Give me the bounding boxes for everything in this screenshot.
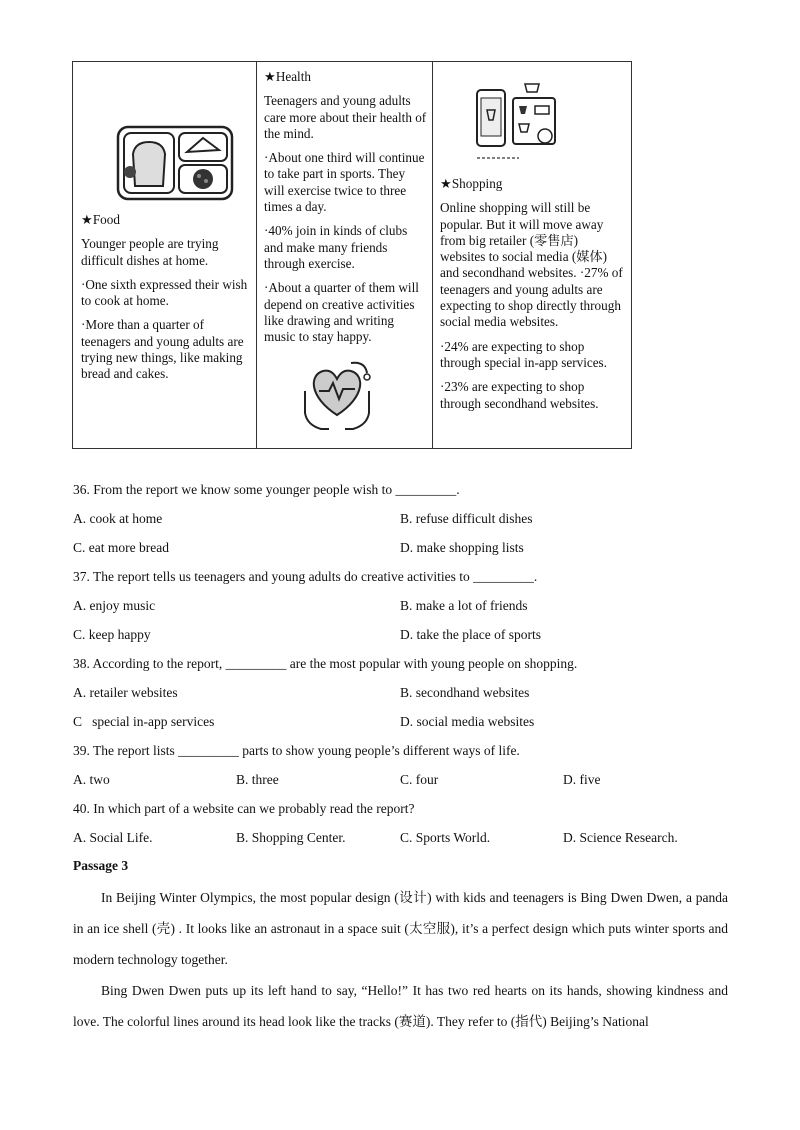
health-heading: ★Health bbox=[264, 69, 311, 84]
food-column bbox=[81, 212, 249, 391]
paragraph-text: Bing Dwen Dwen puts up its left hand to say, “Hello!” It has two red hearts on its hands, showing kindness and love. The colorful lines around its head look like the tracks (赛道). They refer to (指代) Beijing’s National bbox=[73, 983, 728, 1029]
option[interactable]: B. Shopping Center. bbox=[236, 830, 346, 845]
heart-hands-icon bbox=[299, 355, 375, 433]
option[interactable]: A. Social Life. bbox=[73, 830, 153, 845]
option[interactable]: A. retailer websites bbox=[73, 685, 178, 700]
option[interactable]: D. take the place of sports bbox=[400, 627, 541, 642]
question-39: 39. The report lists _________ parts to show young people’s different ways of life. bbox=[73, 743, 520, 758]
passage-title: Passage 3 bbox=[73, 858, 129, 873]
option[interactable]: C special in-app services bbox=[73, 714, 215, 729]
health-column bbox=[264, 69, 428, 353]
column-divider bbox=[256, 62, 257, 448]
option[interactable]: C. eat more bread bbox=[73, 540, 169, 555]
shopping-line: Online shopping will still be popular. But it will move away from big retailer (零售店) websites to social media (媒体) and secondhand websites. ·27% of teenagers and young adults are expecting to shop directly through social media websites. bbox=[440, 200, 623, 330]
option[interactable]: A. two bbox=[73, 772, 110, 787]
food-heading: ★Food bbox=[81, 212, 120, 227]
option[interactable]: A. cook at home bbox=[73, 511, 163, 526]
online-shopping-icon bbox=[469, 80, 565, 164]
column-divider bbox=[432, 62, 433, 448]
option[interactable]: B. secondhand websites bbox=[400, 685, 530, 700]
shopping-line: ·23% are expecting to shop through secondhand websites. bbox=[440, 379, 599, 411]
question-40: 40. In which part of a website can we probably read the report? bbox=[73, 801, 415, 816]
shopping-column bbox=[440, 176, 626, 420]
food-line: ·More than a quarter of teenagers and young adults are trying new things, like making bread and cakes. bbox=[81, 317, 244, 382]
shopping-line: ·24% are expecting to shop through special in-app services. bbox=[440, 338, 607, 370]
health-line: Teenagers and young adults care more about their health of the mind. bbox=[264, 93, 427, 141]
option[interactable]: D. Science Research. bbox=[563, 830, 678, 845]
food-line: ·One sixth expressed their wish to cook at home. bbox=[81, 276, 248, 309]
lunchbox-icon bbox=[115, 124, 235, 202]
option[interactable]: B. three bbox=[236, 772, 279, 787]
shopping-heading: ★Shopping bbox=[440, 176, 503, 191]
option[interactable]: D. five bbox=[563, 772, 601, 787]
report-table bbox=[72, 61, 632, 449]
health-line: ·About one third will continue to take part in sports. They will exercise twice to three times a day. bbox=[264, 150, 425, 215]
option[interactable]: C. four bbox=[400, 772, 439, 787]
health-line: ·40% join in kinds of clubs and make many friends through exercise. bbox=[264, 223, 408, 271]
food-line: Younger people are trying difficult dishes at home. bbox=[81, 236, 219, 268]
paragraph-text: In Beijing Winter Olympics, the most popular design (设计) with kids and teenagers is Bing Dwen Dwen, a panda in an ice shell (壳) . It looks like an astronaut in a space suit (太空服), it’s a perfect design which puts winter sports and modern technology together. bbox=[73, 890, 728, 967]
passage-paragraph bbox=[73, 882, 728, 975]
option[interactable]: C. keep happy bbox=[73, 627, 151, 642]
option[interactable]: B. refuse difficult dishes bbox=[400, 511, 533, 526]
question-36: 36. From the report we know some younger people wish to _________. bbox=[73, 482, 460, 497]
option[interactable]: D. social media websites bbox=[400, 714, 535, 729]
option[interactable]: A. enjoy music bbox=[73, 598, 156, 613]
passage-paragraph bbox=[73, 975, 728, 1037]
health-line: ·About a quarter of them will depend on creative activities like drawing and writing music to stay happy. bbox=[264, 280, 419, 345]
question-38: 38. According to the report, _________ are the most popular with young people on shopping. bbox=[73, 656, 578, 671]
option[interactable]: D. make shopping lists bbox=[400, 540, 524, 555]
option[interactable]: B. make a lot of friends bbox=[400, 598, 528, 613]
question-37: 37. The report tells us teenagers and young adults do creative activities to _________. bbox=[73, 569, 538, 584]
option[interactable]: C. Sports World. bbox=[400, 830, 491, 845]
